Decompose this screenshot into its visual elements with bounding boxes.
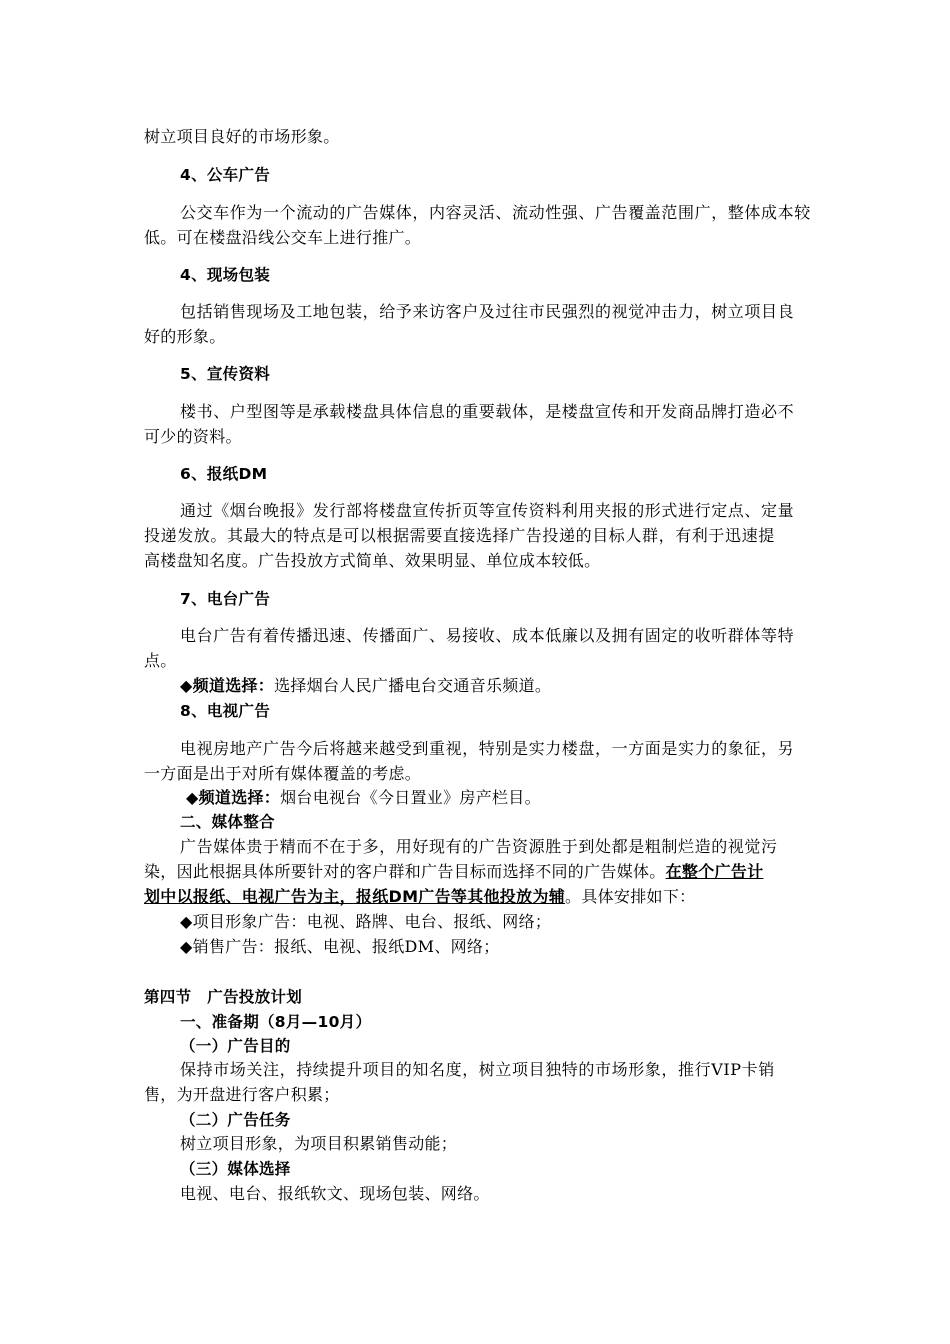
channel-choice-text: 选择烟台人民广播电台交通音乐频道。: [274, 676, 552, 695]
section-heading-newspaper-dm: 6、报纸DM: [180, 465, 268, 483]
paragraph-line: 一方面是出于对所有媒体覆盖的考虑。: [144, 764, 422, 783]
paragraph-text: 。具体安排如下：: [565, 887, 696, 906]
channel-choice-radio: [180, 675, 551, 697]
paragraph-line: 高楼盘知名度。广告投放方式简单、效果明显、单位成本较低。: [144, 551, 601, 570]
paragraph-line: [144, 886, 695, 908]
channel-choice-tv: [186, 787, 541, 809]
paragraph-line: 好的形象。: [144, 327, 226, 346]
bullet-item: ◆项目形象广告：电视、路牌、电台、报纸、网络；: [180, 912, 552, 931]
paragraph-line: 投递发放。其最大的特点是可以根据需要直接选择广告投递的目标人群，有利于迅速提: [144, 526, 775, 545]
channel-choice-label: ◆频道选择：: [180, 676, 275, 695]
paragraph-line: 电视、电台、报纸软文、现场包装、网络。: [180, 1184, 490, 1203]
paragraph-line: 包括销售现场及工地包装，给予来访客户及过往市民强烈的视觉冲击力，树立项目良: [180, 302, 795, 321]
paragraph-line: 通过《烟台晚报》发行部将楼盘宣传折页等宣传资料利用夹报的形式进行定点、定量: [180, 501, 795, 520]
paragraph-line: 点。: [144, 651, 177, 670]
channel-choice-label: ◆频道选择：: [186, 788, 281, 807]
underlined-emphasis: 划中以报纸、电视广告为主，报纸DM广告等其他投放为辅: [144, 887, 566, 906]
underlined-emphasis: 在整个广告计: [665, 862, 764, 881]
section-heading-site-packaging: 4、现场包装: [180, 266, 271, 284]
paragraph-line: 电台广告有着传播迅速、传播面广、易接收、成本低廉以及拥有固定的收听群体等特: [180, 626, 795, 645]
subheading-media-selection: （三）媒体选择: [180, 1160, 291, 1178]
paragraph-line: 低。可在楼盘沿线公交车上进行推广。: [144, 228, 422, 247]
paragraph-text: 染，因此根据具体所要针对的客户群和广告目标而选择不同的广告媒体。: [144, 862, 666, 881]
paragraph-line: 可少的资料。: [144, 427, 242, 446]
paragraph-line: 电视房地产广告今后将越来越受到重视，特别是实力楼盘，一方面是实力的象征，另: [180, 739, 795, 758]
paragraph-line: 树立项目形象，为项目积累销售动能；: [180, 1134, 458, 1153]
paragraph-line: 广告媒体贵于精而不在于多，用好现有的广告资源胜于到处都是粗制烂造的视觉污: [180, 837, 778, 856]
section-heading-radio-ads: 7、电台广告: [180, 590, 271, 608]
paragraph-line: [144, 861, 763, 883]
subheading-prep-period: 一、准备期（8月—10月）: [180, 1013, 372, 1031]
section-heading-promo-materials: 5、宣传资料: [180, 365, 271, 383]
bullet-item: ◆销售广告：报纸、电视、报纸DM、网络；: [180, 937, 500, 956]
paragraph-line: 树立项目良好的市场形象。: [144, 127, 340, 146]
chapter-heading: 第四节 广告投放计划: [144, 988, 303, 1006]
paragraph-line: 保持市场关注，持续提升项目的知名度，树立项目独特的市场形象，推行VIP卡销: [180, 1060, 775, 1079]
subheading-ad-task: （二）广告任务: [180, 1111, 291, 1129]
paragraph-line: 售，为开盘进行客户积累；: [144, 1085, 340, 1104]
section-heading-bus-ads: 4、公车广告: [180, 166, 271, 184]
channel-choice-text: 烟台电视台《今日置业》房产栏目。: [280, 788, 541, 807]
paragraph-line: 楼书、户型图等是承载楼盘具体信息的重要载体，是楼盘宣传和开发商品牌打造必不: [180, 402, 795, 421]
subheading-ad-goal: （一）广告目的: [180, 1037, 291, 1055]
section-heading-media-integration: 二、媒体整合: [180, 813, 275, 831]
paragraph-line: 公交车作为一个流动的广告媒体，内容灵活、流动性强、广告覆盖范围广，整体成本较: [180, 203, 811, 222]
section-heading-tv-ads: 8、电视广告: [180, 702, 271, 720]
